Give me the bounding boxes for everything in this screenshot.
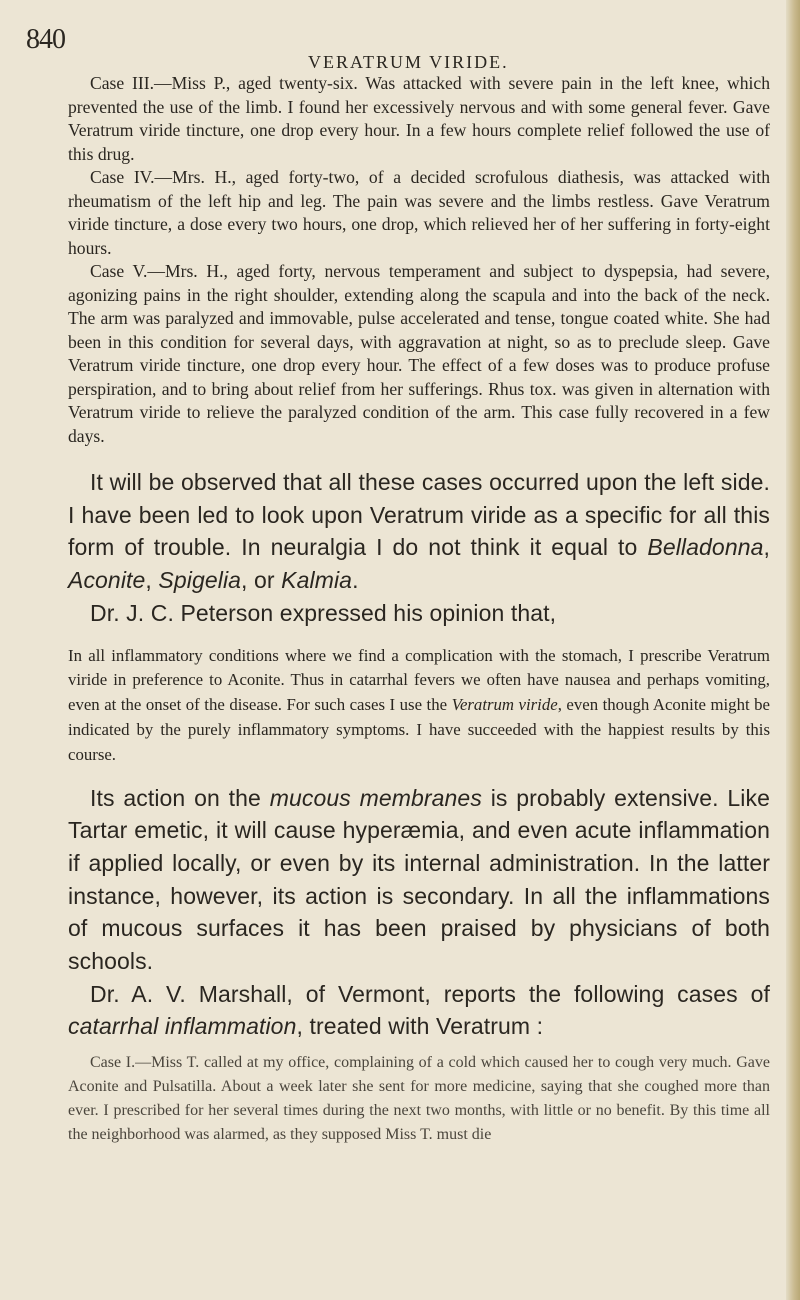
emphasis: catarrhal inflammation	[68, 1013, 297, 1040]
remedy-name: Kalmia	[281, 567, 353, 594]
case-4-paragraph: Case IV.—Mrs. H., aged forty-two, of a decided scrofulous diathesis, was attacked with rheumatism of the left hip and leg. The pain was severe and the limbs restless. Gave Veratrum viride tincture, a dose every two hours, one drop, which relieved her of her suffering in forty-eight hours.	[68, 167, 770, 258]
remedy-name: Spigelia	[158, 567, 242, 594]
text-run: Dr. A. V. Marshall, of Vermont, reports the following cases of	[90, 980, 770, 1007]
mucous-section	[68, 782, 770, 1044]
remedy-name: Belladonna	[647, 534, 764, 561]
text-run: is probably extensive. Like Tartar emetic, it will cause hyperæmia, and even acute inflammation if applied locally, or even by its internal administration. In the latter instance, however, its action is secondary. In all the inflammations of mucous surfaces it has been praised by physicians of both schools.	[68, 784, 770, 975]
text-run: It will be observed that all these cases occurred upon the left side. I have been led to look upon Veratrum viride as a specific for all this form of trouble. In neuralgia I do not think it equal to	[68, 469, 770, 561]
peterson-quote	[68, 644, 770, 768]
text-run: , even though Aconite might be indicated by the purely inflammatory symptoms. I have succeeded with the happiest results by this course.	[68, 695, 770, 764]
peterson-intro: Dr. J. C. Peterson expressed his opinion that,	[90, 599, 557, 626]
separator: .	[352, 567, 359, 594]
emphasis: mucous membranes	[269, 784, 482, 811]
case-reports	[68, 72, 770, 448]
left-side-paragraph	[68, 466, 770, 597]
remedy-name: Aconite	[68, 567, 146, 594]
case-5-paragraph: Case V.—Mrs. H., aged forty, nervous temperament and subject to dyspepsia, had severe, agonizing pains in the right shoulder, extending along the scapula and into the back of the neck. The arm was paralyzed and immovable, pulse accelerated and tense, tongue coated white. She had been in this condition for several days, with aggravation at night, so as to preclude sleep. Gave Veratrum viride tincture, one drop every hour. The effect of a few doses was to produce profuse perspiration, and to bring about relief from her sufferings. Rhus tox. was given in alternation with Veratrum viride to relieve the paralyzed condition of the arm. This case fully recovered in a few days.	[68, 261, 770, 446]
marshall-case	[68, 1051, 770, 1147]
remedy-name: Veratrum viride	[451, 695, 558, 715]
separator: ,	[763, 534, 770, 561]
mucous-paragraph	[68, 782, 770, 978]
text-run: Its action on the	[90, 784, 270, 811]
separator: ,	[145, 567, 159, 594]
page-number: 840	[26, 24, 65, 55]
commentary	[68, 466, 770, 630]
text-run: In all inflammatory conditions where we find a complication with the stomach, I prescribe Veratrum viride in preference to Aconite. Thus in catarrhal fevers we often have nausea and perhaps vomiting, even at the onset of the disease. For such cases I use the	[68, 645, 770, 715]
separator: , or	[241, 567, 282, 594]
running-title: VERATRUM VIRIDE.	[308, 52, 509, 72]
marshall-intro	[68, 978, 770, 1043]
page-edge	[786, 0, 800, 1300]
page-header	[26, 18, 770, 72]
case-1-paragraph: Case I.—Miss T. called at my office, complaining of a cold which caused her to cough very much. Gave Aconite and Pulsatilla. About a week later she sent for more medicine, saying that she coughed more than ever. I prescribed for her several times during the next two months, with little or no benefit. By this time all the neighborhood was alarmed, as they supposed Miss T. must die	[68, 1054, 770, 1144]
text-run: , treated with Veratrum :	[296, 1013, 544, 1040]
quote-paragraph	[68, 644, 770, 768]
case-3-paragraph: Case III.—Miss P., aged twenty-six. Was attacked with severe pain in the left knee, which prevented the use of the limb. I found her excessively nervous and with some general fever. Gave Veratrum viride tincture, one drop every hour. In a few hours complete relief followed the use of this drug.	[68, 73, 770, 164]
